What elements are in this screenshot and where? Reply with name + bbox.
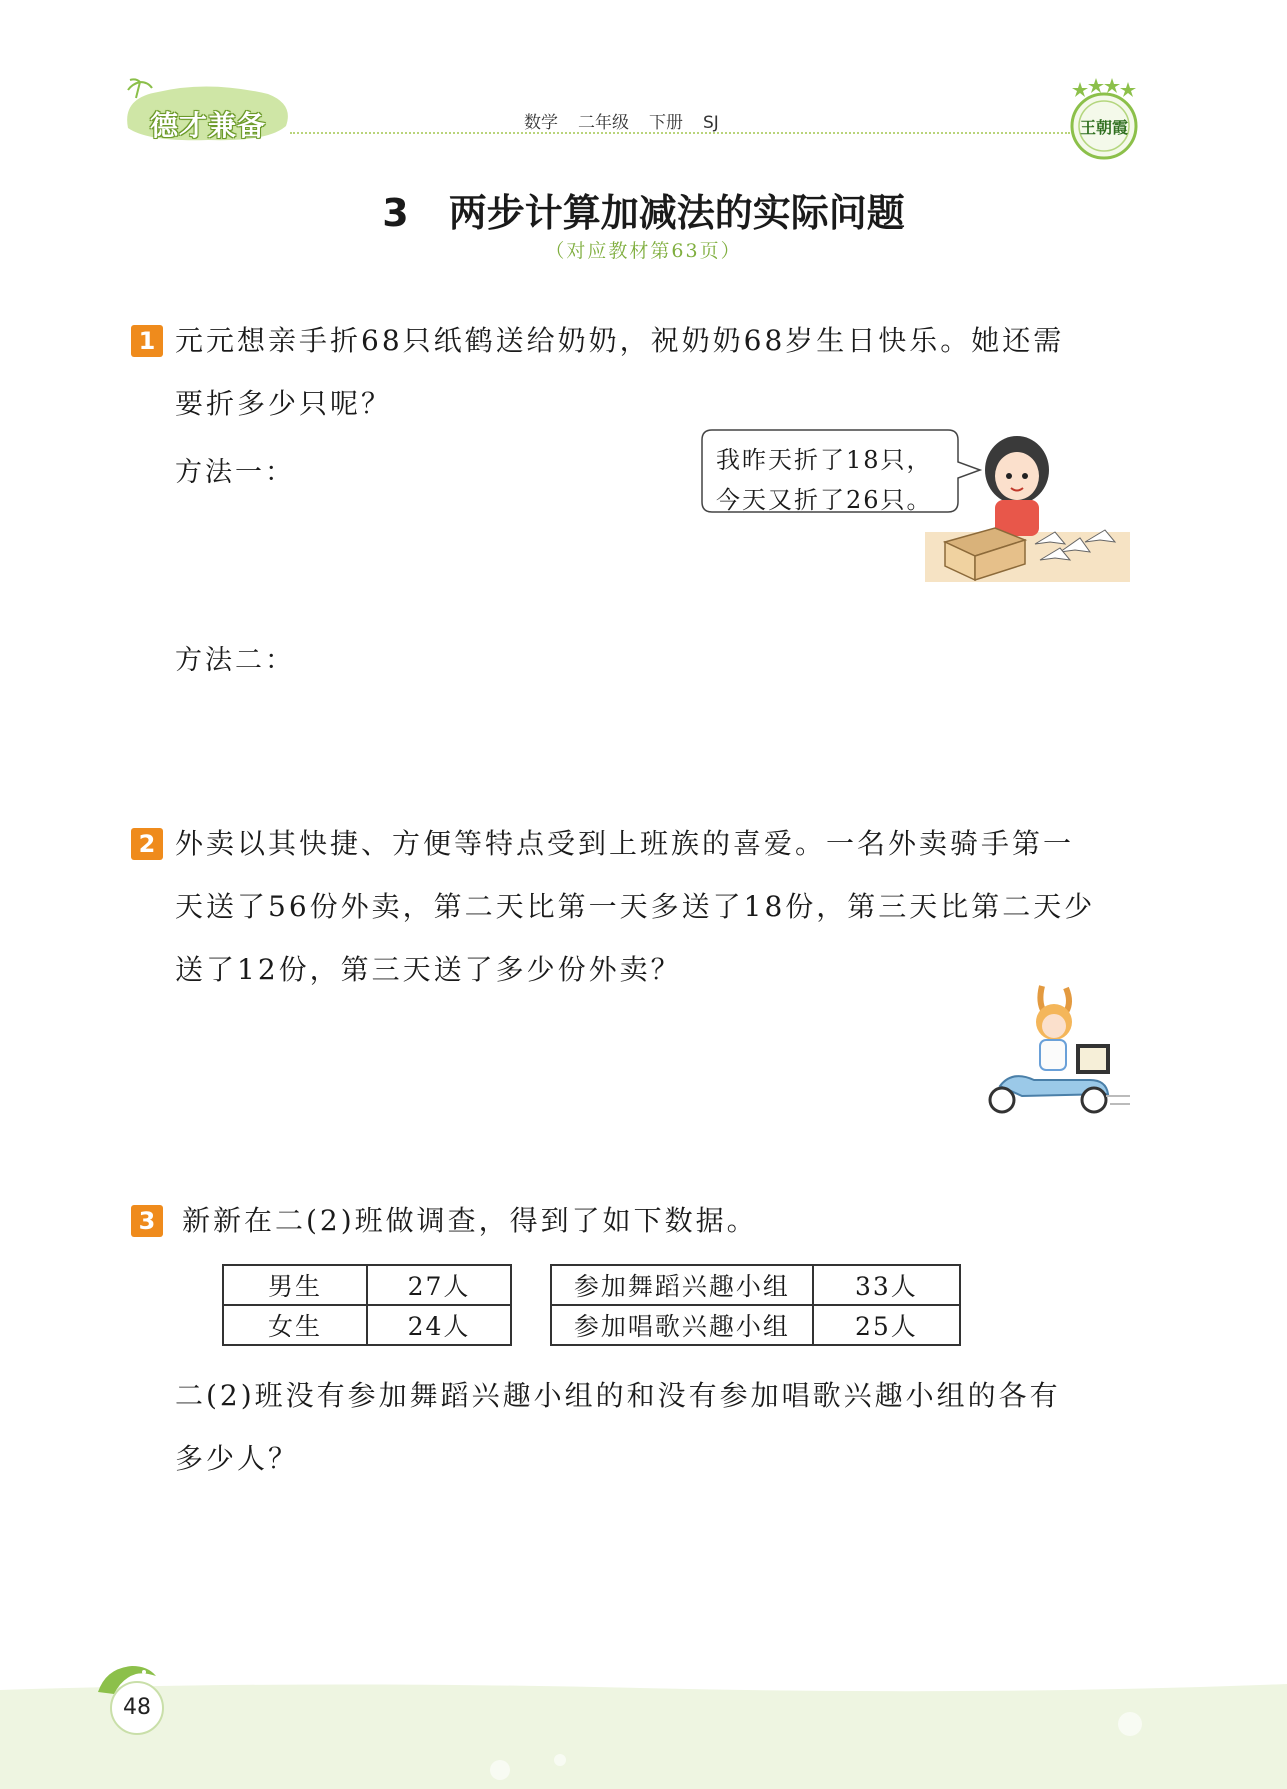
gender-count-table xyxy=(222,1264,512,1346)
brand-logo-text: 德才兼备 xyxy=(150,109,267,142)
girl-folding-cranes-illustration xyxy=(925,432,1130,587)
question-1-line-2: 要折多少只呢？ xyxy=(175,387,393,420)
footer-decoration xyxy=(0,1680,1287,1789)
question-3-line-2: 多少人？ xyxy=(175,1442,300,1475)
bubble-line-1: 我昨天折了18只， xyxy=(716,446,933,474)
page-title xyxy=(0,182,1287,237)
page-number: 48 xyxy=(110,1681,164,1735)
table-cell-label: 男生 xyxy=(223,1265,367,1305)
table-cell-value: 33人 xyxy=(813,1265,960,1305)
interest-group-table xyxy=(550,1264,961,1346)
question-3-number: 3 xyxy=(131,1205,163,1237)
author-seal-logo xyxy=(1064,76,1144,166)
table-cell-label: 参加舞蹈兴趣小组 xyxy=(551,1265,813,1305)
table-cell-label: 女生 xyxy=(223,1305,367,1345)
question-3-intro: 新新在二(2)班做调查，得到了如下数据。 xyxy=(182,1204,758,1237)
table-cell-label: 参加唱歌兴趣小组 xyxy=(551,1305,813,1345)
table-cell-value: 27人 xyxy=(367,1265,511,1305)
question-2-line-1: 外卖以其快捷、方便等特点受到上班族的喜爱。一名外卖骑手第一 xyxy=(175,827,1075,860)
table-row xyxy=(551,1305,960,1345)
question-1-line-1: 元元想亲手折68只纸鹤送给奶奶，祝奶奶68岁生日快乐。她还需 xyxy=(175,324,1065,357)
subject-info xyxy=(524,108,739,133)
section-title: 两步计算加减法的实际问题 xyxy=(448,191,905,235)
table-row xyxy=(223,1305,511,1345)
question-3-line-1: 二(2)班没有参加舞蹈兴趣小组的和没有参加唱歌兴趣小组的各有 xyxy=(175,1379,1061,1412)
subject-edition: SJ xyxy=(703,113,719,133)
svg-text:王朝霞: 王朝霞 xyxy=(1079,118,1129,137)
textbook-reference: （对应教材第63页） xyxy=(545,240,742,262)
table-row xyxy=(551,1265,960,1305)
delivery-rider-illustration xyxy=(982,982,1132,1122)
question-2-line-3: 送了12份，第三天送了多少份外卖？ xyxy=(175,953,682,986)
question-2-number: 2 xyxy=(131,828,163,860)
section-number: 3 xyxy=(382,191,409,235)
table-cell-value: 24人 xyxy=(367,1305,511,1345)
table-cell-value: 25人 xyxy=(813,1305,960,1345)
question-1-number: 1 xyxy=(131,325,163,357)
subject-grade: 二年级 xyxy=(578,113,629,133)
bubble-line-2: 今天又折了26只。 xyxy=(716,486,933,514)
question-2-line-2: 天送了56份外卖，第二天比第一天多送了18份，第三天比第二天少 xyxy=(175,890,1096,923)
method-one-label: 方法一： xyxy=(175,457,295,488)
method-two-label: 方法二： xyxy=(175,645,295,676)
subject-name: 数学 xyxy=(524,113,558,133)
subject-volume: 下册 xyxy=(649,113,683,133)
table-row xyxy=(223,1265,511,1305)
